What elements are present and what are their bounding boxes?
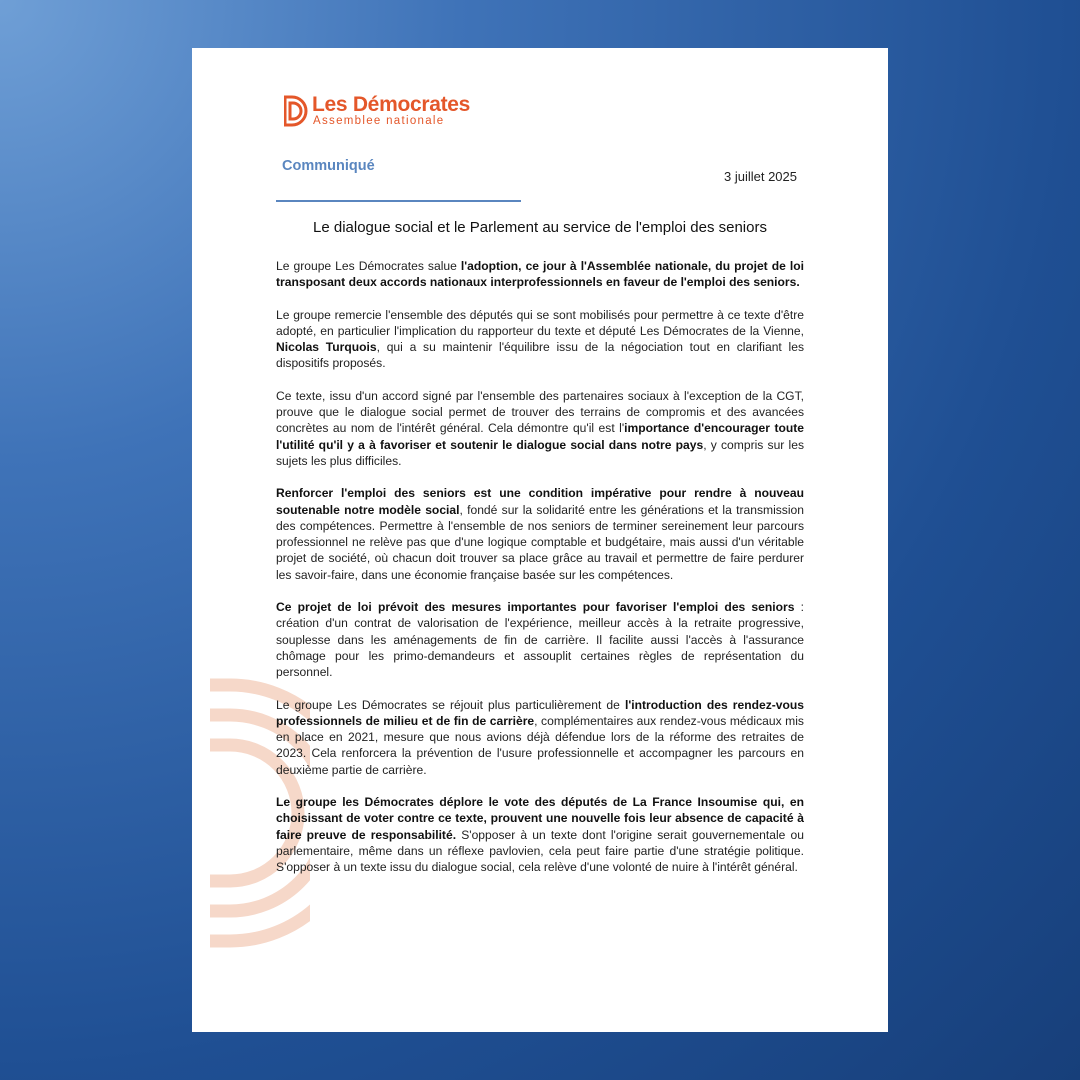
paragraph-text: Le groupe remercie l'ensemble des députés qui se sont mobilisés pour permettre à ce texte d'être adopté, en particulier l'implication du rapporteur du texte et député Les Démocrates de la Vienne, [276,307,804,338]
document-date: 3 juillet 2025 [724,169,797,184]
paragraph-text: , complémentaires aux rendez-vous médicaux mis en place en 2021, mesure que nous avions déjà défendue lors de la réforme des retraites de 2023. Cela renforcera la prévention de l'usure professionnelle et accompagner les parcours en deuxième partie de carrière. [276,713,804,777]
body-paragraph [276,599,804,680]
logo-subtitle: Assemblee nationale [313,115,445,127]
paragraph-text: : création d'un contrat de valorisation de l'expérience, meilleur accès à la retraite progressive, souplesse dans les aménagements de fin de carrière. Il facilite aussi l'accès à l'assurance chômage pour les primo-demandeurs et assouplit certaines règles de représentation du personnel. [276,600,804,680]
document-title: Le dialogue social et le Parlement au service de l'emploi des seniors [313,219,767,236]
paragraph-text: , y compris sur les sujets les plus difficiles. [276,437,804,468]
paragraph-bold-text: importance d'encourager toute l'utilité qu'il y a à favoriser et soutenir le dialogue social dans notre pays [276,421,804,452]
press-release-page [192,48,888,1032]
body-paragraph [276,794,804,875]
header-divider [276,200,521,202]
paragraph-bold-text: Renforcer l'emploi des seniors est une condition impérative pour rendre à nouveau soutenable notre modèle social [276,486,804,517]
paragraph-text: Ce texte, issu d'un accord signé par l'ensemble des partenaires sociaux à l'exception de la CGT, prouve que le dialogue social permet de trouver des terrains de compromis et des avancées concrètes au nom de l'intérêt général. Cela démontre qu'il est l' [276,388,804,436]
document-kind-label: Communiqué [282,158,375,174]
body-paragraph [276,307,804,372]
paragraph-bold-text: Le groupe les Démocrates déplore le vote des députés de La France Insoumise qui, en choisissant de voter contre ce texte, prouvent une nouvelle fois leur absence de capacité à faire preuve de responsabilité. [276,795,804,842]
paragraph-text: , fondé sur la solidarité entre les générations et la transmission des compétences. Permettre à l'ensemble de nos seniors de terminer sereinement leur parcours professionnel ne relève pas que d'une logique comptable et budgétaire, mais aussi d'un véritable projet de société, où chacun doit trouver sa place grâce au travail et permettre de faire perdurer les savoir-faire, dans une économie française basée sur les compétences. [276,502,804,582]
paragraph-bold-text: Ce projet de loi prévoit des mesures importantes pour favoriser l'emploi des seniors [276,600,795,615]
body-paragraph [276,697,804,778]
body-paragraph [276,388,804,469]
paragraph-bold-text: Nicolas Turquois [276,340,377,355]
paragraph-text: , qui a su maintenir l'équilibre issu de la négociation tout en clarifiant les dispositifs proposés. [276,340,804,371]
body-paragraph [276,485,804,583]
paragraph-text: Le groupe Les Démocrates se réjouit plus particulièrement de [276,697,625,712]
democrates-d-icon [284,95,310,127]
paragraph-bold-text: l'adoption, ce jour à l'Assemblée nationale, du projet de loi transposant deux accords nationaux interprofessionnels en faveur de l'emploi des seniors. [276,259,805,290]
paragraph-text: Le groupe Les Démocrates salue [276,259,461,273]
paragraph-text: S'opposer à un texte dont l'origine serait gouvernementale ou parlementaire, même dans un réflexe pavlovien, cela peut faire partie d'une stratégie politique. S'opposer à un texte issu du dialogue social, cela relève d'une volonté de nuire à l'intérêt général. [276,827,804,875]
document-body [276,258,804,892]
paragraph-bold-text: l'introduction des rendez-vous professionnels de milieu et de fin de carrière [276,697,804,728]
logo-name: Les Démocrates [312,93,471,116]
body-paragraph [276,258,804,291]
